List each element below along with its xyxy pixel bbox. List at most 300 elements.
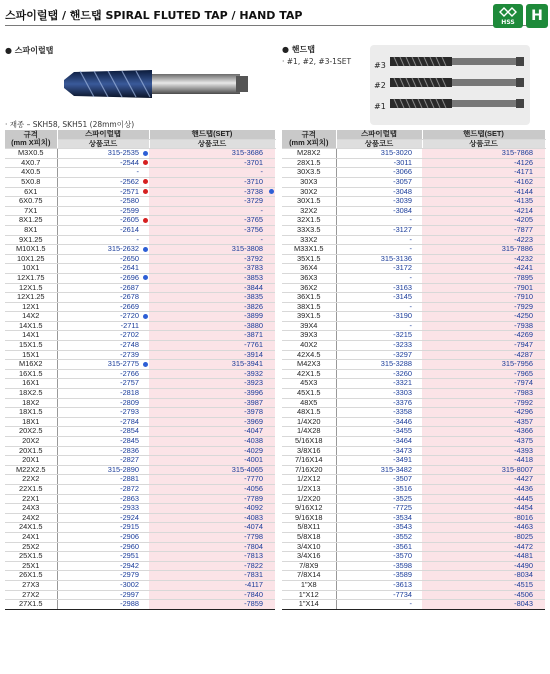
size-cell: 8X1	[5, 225, 57, 235]
table-row	[5, 187, 275, 197]
table-row	[282, 571, 545, 581]
table-row	[282, 254, 545, 264]
hand-code: 315-7886	[501, 244, 534, 254]
hand-code-cell	[422, 600, 545, 610]
hand-code: -4056	[244, 484, 264, 493]
spiral-code: -2809	[120, 398, 140, 407]
table-row	[282, 523, 545, 533]
table-row	[5, 542, 275, 552]
spiral-code: -3127	[393, 225, 413, 234]
spiral-code: -3048	[393, 187, 413, 196]
spiral-code-cell	[336, 321, 422, 331]
spiral-code: -3358	[393, 407, 413, 417]
hand-code: -4445	[514, 494, 534, 503]
spiral-code-cell	[57, 465, 149, 475]
size-cell: 45X1.5	[282, 389, 336, 399]
size-cell: 20X1	[5, 456, 57, 466]
spiral-code-cell	[336, 177, 422, 187]
spiral-code-header: 상품코드	[336, 139, 422, 149]
hand-code-cell	[149, 225, 275, 235]
hand-code-cell	[422, 484, 545, 494]
size-cell: 40X2	[282, 341, 336, 351]
hand-code-header: 상품코드	[422, 139, 545, 149]
spiral-code-cell	[336, 360, 422, 370]
spiral-code: -2687	[120, 283, 140, 292]
hand-code: 315-7868	[501, 148, 534, 158]
spiral-code-cell	[57, 350, 149, 360]
hss-drill-icon	[499, 6, 517, 18]
table-row	[282, 235, 545, 245]
table-row	[5, 158, 275, 168]
spiral-code: -2979	[120, 570, 140, 580]
table-row	[5, 590, 275, 600]
hand-code: -3710	[244, 177, 264, 186]
spiral-code-cell	[336, 408, 422, 418]
size-cell: 5/8X11	[282, 523, 336, 533]
size-cell: 12X1	[5, 302, 57, 312]
hand-code-cell	[422, 149, 545, 159]
hand-code-cell	[149, 408, 275, 418]
spiral-code: -2720	[120, 311, 140, 321]
table-body-right	[282, 149, 545, 610]
table-row	[5, 177, 275, 187]
spiral-code: -2650	[120, 254, 140, 263]
hand-code-cell	[422, 532, 545, 542]
hand-code-cell	[422, 360, 545, 370]
hand-code: -4418	[514, 455, 534, 465]
spiral-code-cell	[57, 158, 149, 168]
hand-code-header: 상품코드	[149, 139, 275, 149]
hand-code: -4232	[514, 254, 534, 263]
size-cell: M3X0.5	[5, 149, 57, 159]
hand-code: -4162	[514, 177, 534, 186]
spiral-code-cell	[57, 273, 149, 283]
spiral-code: -2836	[120, 446, 140, 455]
size-cell: M28X2	[282, 149, 336, 159]
spiral-code-cell	[57, 360, 149, 370]
table-row	[282, 408, 545, 418]
spiral-code: 315-3020	[380, 148, 413, 158]
table-row	[5, 273, 275, 283]
hand-code: -3729	[244, 196, 264, 206]
hand-code-cell	[149, 532, 275, 542]
size-cell: 25X2	[5, 542, 57, 552]
hand-code: -3853	[244, 273, 264, 282]
spiral-code-cell	[336, 590, 422, 600]
hand-tap-drawing	[390, 53, 526, 119]
table-row	[282, 360, 545, 370]
hand-code: 315-7956	[501, 359, 534, 369]
spiral-code: -3464	[393, 436, 413, 445]
table-row	[5, 321, 275, 331]
spiral-code: -3011	[393, 158, 413, 167]
spiral-code-cell	[336, 197, 422, 207]
hand-code: -7859	[244, 599, 264, 609]
size-cell: 15X1	[5, 350, 57, 360]
hand-code: -7804	[244, 542, 264, 551]
table-row	[282, 369, 545, 379]
spiral-code: 315-2535	[107, 148, 140, 158]
blue-dot-icon	[143, 275, 148, 280]
table-row	[5, 484, 275, 494]
hand-code-cell	[422, 254, 545, 264]
spiral-code: -3598	[393, 561, 413, 570]
spiral-code: -3321	[393, 378, 413, 388]
hand-code: -8016	[514, 513, 534, 522]
table-row	[282, 197, 545, 207]
size-cell: M42X3	[282, 360, 336, 370]
hand-code: -4472	[514, 542, 534, 551]
hand-code-cell	[149, 331, 275, 341]
spiral-code-cell	[57, 504, 149, 514]
size-cell: 5/16X18	[282, 437, 336, 447]
size-cell: 12X1.25	[5, 293, 57, 303]
table-row	[5, 513, 275, 523]
hand-code-cell	[422, 542, 545, 552]
hand-code: -3844	[244, 283, 264, 292]
table-row	[5, 427, 275, 437]
size-cell: 10X1.25	[5, 254, 57, 264]
hand-code: -3871	[244, 330, 264, 340]
size-cell: 20X2	[5, 437, 57, 447]
spiral-code-cell	[57, 523, 149, 533]
hand-code: -8043	[514, 599, 534, 609]
table-row	[5, 504, 275, 514]
table-row	[282, 590, 545, 600]
size-cell: 36X2	[282, 283, 336, 293]
spiral-code: -3215	[393, 330, 413, 340]
size-cell: 35X1.5	[282, 254, 336, 264]
hand-code: -7938	[514, 321, 534, 330]
hand-code-cell	[149, 158, 275, 168]
spiral-code: -2845	[120, 436, 140, 445]
size-header: 규격 (mm X피치)	[5, 130, 57, 149]
hand-code-cell	[422, 216, 545, 226]
hss-logo-label: HSS	[501, 19, 515, 26]
size-cell: 48X5	[282, 398, 336, 408]
table-row	[5, 293, 275, 303]
table-row	[282, 475, 545, 485]
hand-code-cell	[149, 273, 275, 283]
table-row	[282, 149, 545, 159]
size-cell: 32X1.5	[282, 216, 336, 226]
spiral-tap-heading: ● 스파이럴탭	[5, 46, 54, 55]
size-cell: 36X4	[282, 264, 336, 274]
spiral-code: -3491	[393, 455, 413, 465]
spiral-code: -	[409, 235, 413, 244]
size-cell: 27X3	[5, 580, 57, 590]
hand-code: -3932	[244, 369, 264, 378]
table-row	[282, 245, 545, 255]
hand-code: -3765	[244, 215, 264, 225]
size-cell: 22X1.5	[5, 484, 57, 494]
table-row	[5, 494, 275, 504]
spiral-code: -	[409, 599, 413, 609]
spiral-code: -	[136, 235, 140, 244]
table-row	[282, 158, 545, 168]
page-title: 스파이럴탭 / 핸드탭 SPIRAL FLUTED TAP / HAND TAP	[5, 9, 303, 22]
hand-code-cell	[149, 437, 275, 447]
size-cell: 32X2	[282, 206, 336, 216]
hand-header: 핸드탭(SET)	[149, 130, 275, 139]
table-row	[282, 321, 545, 331]
size-cell: 42X4.5	[282, 350, 336, 360]
set-label-2: #2	[374, 81, 386, 90]
spiral-code: -	[409, 302, 413, 311]
hand-code-cell	[422, 302, 545, 312]
spiral-code: -3303	[393, 388, 413, 398]
red-dot-icon	[143, 179, 148, 184]
spiral-code: -3507	[393, 474, 413, 484]
spiral-code: -2872	[120, 484, 140, 493]
size-cell: 14X1	[5, 331, 57, 341]
hand-code-cell	[149, 398, 275, 408]
set-label-1: #1	[374, 102, 386, 111]
hand-header: 핸드탭(SET)	[422, 130, 545, 139]
table-row	[282, 446, 545, 456]
hand-tap-set-note: · #1, #2, #3-1SET	[282, 57, 352, 66]
hand-code: -3987	[244, 398, 264, 407]
spiral-code: -2854	[120, 426, 140, 436]
spiral-code-cell	[57, 446, 149, 456]
spiral-code: -3473	[393, 446, 413, 455]
spiral-code: 315-3136	[380, 254, 413, 263]
hand-code: -7929	[514, 302, 534, 311]
hand-code: -4083	[244, 513, 264, 522]
size-cell: M16X2	[5, 360, 57, 370]
spiral-code: -7725	[393, 503, 413, 513]
spiral-code-cell	[57, 580, 149, 590]
hand-code: 315-8007	[501, 465, 534, 474]
spiral-code-cell	[57, 206, 149, 216]
spiral-code: -3260	[393, 369, 413, 378]
table-row	[282, 504, 545, 514]
table-row	[5, 465, 275, 475]
spiral-code: -3534	[393, 513, 413, 522]
size-cell: 1"X8	[282, 580, 336, 590]
spiral-code-cell	[57, 532, 149, 542]
spiral-code: -3145	[393, 292, 413, 302]
size-cell: 4X0.5	[5, 168, 57, 178]
spiral-code-cell	[336, 561, 422, 571]
hand-code-cell	[149, 350, 275, 360]
spiral-code: -2605	[120, 215, 140, 225]
spiral-code-cell	[57, 379, 149, 389]
size-cell: 20X1.5	[5, 446, 57, 456]
spiral-code-cell	[57, 475, 149, 485]
spiral-code-cell	[57, 187, 149, 197]
table-row	[282, 513, 545, 523]
spiral-code-cell	[57, 235, 149, 245]
blue-dot-icon	[143, 362, 148, 367]
size-cell: 8X1.25	[5, 216, 57, 226]
hand-code: -4223	[514, 235, 534, 244]
spiral-code: -3589	[393, 570, 413, 580]
table-row	[5, 580, 275, 590]
hand-code: -4287	[514, 350, 534, 359]
spiral-code: -2988	[120, 599, 140, 609]
hand-code-cell	[149, 389, 275, 399]
size-cell: 30X3	[282, 177, 336, 187]
size-cell: 6X0.75	[5, 197, 57, 207]
size-cell: 24X1	[5, 532, 57, 542]
hand-code-cell	[149, 235, 275, 245]
hand-code-cell	[422, 475, 545, 485]
hand-code-cell	[149, 197, 275, 207]
red-dot-icon	[143, 160, 148, 165]
table-row	[282, 312, 545, 322]
hand-code: -7947	[514, 340, 534, 350]
size-cell: 15X1.5	[5, 341, 57, 351]
size-cell: M10X1.5	[5, 245, 57, 255]
size-cell: 18X2.5	[5, 389, 57, 399]
hand-code-cell	[422, 312, 545, 322]
table-row	[282, 532, 545, 542]
spiral-code: -3561	[393, 542, 413, 551]
spiral-code: -	[409, 321, 413, 330]
spiral-code-cell	[336, 158, 422, 168]
hand-code-cell	[149, 446, 275, 456]
hand-code-cell	[422, 571, 545, 581]
hand-code-cell	[422, 293, 545, 303]
spiral-code: -2960	[120, 542, 140, 551]
spiral-code-cell	[336, 465, 422, 475]
size-cell: 24X2	[5, 513, 57, 523]
hand-code-cell	[149, 523, 275, 533]
hand-code-cell	[149, 321, 275, 331]
hand-code-cell	[422, 187, 545, 197]
hand-code: -	[260, 235, 264, 244]
table-row	[5, 235, 275, 245]
spiral-code: -2562	[120, 177, 140, 186]
hand-code: -3969	[244, 417, 264, 426]
hand-code: -4506	[514, 590, 534, 599]
size-cell: 1"X14	[282, 600, 336, 610]
spiral-code: -3516	[393, 484, 413, 493]
table-row	[282, 379, 545, 389]
hand-code: -7895	[514, 273, 534, 282]
spiral-code: -3543	[393, 522, 413, 532]
table-row	[282, 302, 545, 312]
spiral-code-cell	[336, 206, 422, 216]
table-row	[282, 465, 545, 475]
hand-code-cell	[422, 331, 545, 341]
hand-code-cell	[149, 513, 275, 523]
spiral-code-cell	[336, 456, 422, 466]
hand-code-cell	[422, 417, 545, 427]
size-cell: 12X1.5	[5, 283, 57, 293]
spiral-header: 스파이럴탭	[57, 130, 149, 139]
spiral-code-cell	[336, 235, 422, 245]
spiral-code: -	[409, 273, 413, 282]
size-cell: 5X0.8	[5, 177, 57, 187]
hand-code-cell	[422, 408, 545, 418]
hand-code: -4515	[514, 580, 534, 589]
hand-code: -7761	[244, 340, 264, 350]
spiral-code-cell	[57, 369, 149, 379]
spiral-code: -3376	[393, 398, 413, 407]
spiral-code-cell	[336, 273, 422, 283]
hand-code: 315-3808	[231, 244, 264, 254]
red-dot-icon	[143, 218, 148, 223]
hand-code-cell	[422, 398, 545, 408]
spiral-code-cell	[336, 580, 422, 590]
hand-code: -3914	[244, 350, 264, 359]
spiral-code-cell	[336, 437, 422, 447]
hand-code-cell	[422, 437, 545, 447]
hand-code: -4454	[514, 503, 534, 513]
spiral-code: -2906	[120, 532, 140, 541]
size-cell: 25X1	[5, 561, 57, 571]
spec-table-left	[5, 130, 276, 610]
hand-code: -4269	[514, 330, 534, 340]
spiral-code: -2702	[120, 330, 140, 340]
spiral-code: -2696	[120, 273, 140, 282]
hand-code-cell	[149, 475, 275, 485]
hand-code: -3783	[244, 263, 264, 273]
hand-code-cell	[149, 254, 275, 264]
spiral-code-cell	[57, 571, 149, 581]
hand-code-cell	[149, 369, 275, 379]
size-cell: 1/2X20	[282, 494, 336, 504]
hand-code: -4375	[514, 436, 534, 445]
hand-code-cell	[149, 465, 275, 475]
spiral-code: 315-3288	[380, 359, 413, 369]
table-row	[282, 293, 545, 303]
spiral-code: -2748	[120, 340, 140, 350]
size-cell: 3/8X16	[282, 446, 336, 456]
spiral-code-cell	[336, 513, 422, 523]
size-cell: 30X1.5	[282, 197, 336, 207]
size-cell: 42X1.5	[282, 369, 336, 379]
spiral-code-cell	[57, 427, 149, 437]
blue-dot-icon	[269, 189, 274, 194]
table-row	[282, 561, 545, 571]
spiral-code-cell	[336, 254, 422, 264]
hand-code-cell	[149, 177, 275, 187]
spiral-code-cell	[57, 600, 149, 610]
hand-code-cell	[422, 350, 545, 360]
size-cell: 26X1.5	[5, 571, 57, 581]
size-cell: 14X1.5	[5, 321, 57, 331]
hand-code-cell	[149, 283, 275, 293]
spiral-code-cell	[57, 197, 149, 207]
table-row	[282, 552, 545, 562]
table-row	[5, 312, 275, 322]
table-row	[282, 484, 545, 494]
hand-code: -3701	[244, 158, 264, 167]
hand-code: -4481	[514, 551, 534, 561]
spiral-code-cell	[57, 254, 149, 264]
spiral-code-cell	[57, 484, 149, 494]
spiral-code: -2942	[120, 561, 140, 570]
spiral-code: -2997	[120, 590, 140, 599]
hand-code: -3756	[244, 225, 264, 234]
hand-code-cell	[149, 417, 275, 427]
hand-code-cell	[422, 273, 545, 283]
hand-code-cell	[422, 235, 545, 245]
hand-code: 315-3686	[231, 148, 264, 158]
table-row	[282, 417, 545, 427]
spiral-code-cell	[336, 245, 422, 255]
spiral-code-cell	[57, 590, 149, 600]
table-row	[5, 389, 275, 399]
hand-code-cell	[422, 580, 545, 590]
hand-code: -4001	[244, 455, 264, 465]
hand-code: -4074	[244, 522, 264, 532]
size-cell: 39X4	[282, 321, 336, 331]
table-row	[5, 283, 275, 293]
